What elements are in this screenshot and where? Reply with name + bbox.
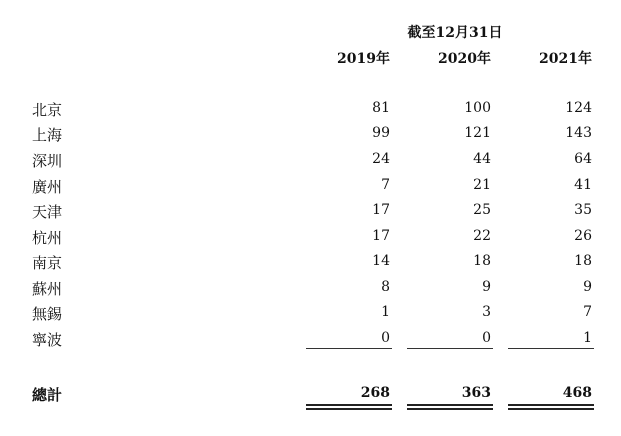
table-row <box>0 99 621 125</box>
cell-2021: 26 <box>574 228 592 244</box>
table-row <box>0 227 621 253</box>
cell-2021: 1 <box>583 330 592 346</box>
table-row <box>0 150 621 176</box>
cell-2021: 143 <box>565 125 592 141</box>
cell-2021: 7 <box>583 304 592 320</box>
table-row <box>0 176 621 202</box>
subtotal-rule-2019 <box>306 348 392 349</box>
total-2019: 268 <box>360 385 390 401</box>
cell-2019: 24 <box>372 151 390 167</box>
cell-2020: 21 <box>473 177 491 193</box>
table-row <box>0 252 621 278</box>
cell-2019: 0 <box>381 330 390 346</box>
cell-2021: 9 <box>583 279 592 295</box>
total-double-rule-2021-bottom <box>508 408 594 410</box>
row-label: 廣州 <box>32 178 63 196</box>
row-label: 寧波 <box>32 331 63 349</box>
column-header-2019: 2019年 <box>337 51 390 67</box>
cell-2019: 81 <box>372 100 390 116</box>
group-header: 截至12月31日 <box>407 25 503 41</box>
cell-2020: 121 <box>464 125 491 141</box>
cell-2020: 22 <box>473 228 491 244</box>
cell-2020: 44 <box>473 151 491 167</box>
cell-2021: 64 <box>574 151 592 167</box>
cell-2020: 9 <box>482 279 491 295</box>
total-double-rule-2019-bottom <box>306 408 392 410</box>
cell-2020: 25 <box>473 202 491 218</box>
total-double-rule-2021-top <box>508 404 594 406</box>
row-label: 無錫 <box>32 305 63 323</box>
cell-2021: 41 <box>574 177 592 193</box>
table-row <box>0 124 621 150</box>
cell-2020: 3 <box>482 304 491 320</box>
table-row <box>0 201 621 227</box>
cell-2020: 100 <box>464 100 491 116</box>
column-header-2021: 2021年 <box>539 51 592 67</box>
row-label: 北京 <box>32 101 63 119</box>
subtotal-rule-2020 <box>407 348 493 349</box>
total-double-rule-2019-top <box>306 404 392 406</box>
cell-2019: 99 <box>372 125 390 141</box>
total-row <box>0 384 621 410</box>
cell-2021: 18 <box>574 253 592 269</box>
total-double-rule-2020-bottom <box>407 408 493 410</box>
total-double-rule-2020-top <box>407 404 493 406</box>
cell-2019: 8 <box>381 279 390 295</box>
cell-2019: 14 <box>372 253 390 269</box>
cell-2021: 35 <box>574 202 592 218</box>
cell-2020: 0 <box>482 330 491 346</box>
table-row <box>0 303 621 329</box>
cell-2019: 17 <box>372 202 390 218</box>
row-label: 深圳 <box>32 152 63 170</box>
subtotal-rule-2021 <box>508 348 594 349</box>
total-2020: 363 <box>461 385 491 401</box>
column-header-2020: 2020年 <box>438 51 491 67</box>
row-label: 蘇州 <box>32 280 63 298</box>
table-row <box>0 329 621 355</box>
cell-2019: 7 <box>381 177 390 193</box>
total-label: 總計 <box>32 386 63 404</box>
row-label: 南京 <box>32 254 63 272</box>
cell-2019: 1 <box>381 304 390 320</box>
row-label: 天津 <box>32 203 63 221</box>
row-label: 杭州 <box>32 229 63 247</box>
cell-2020: 18 <box>473 253 491 269</box>
row-label: 上海 <box>32 126 63 144</box>
table-row <box>0 278 621 304</box>
cell-2021: 124 <box>565 100 592 116</box>
cell-2019: 17 <box>372 228 390 244</box>
total-2021: 468 <box>562 385 592 401</box>
